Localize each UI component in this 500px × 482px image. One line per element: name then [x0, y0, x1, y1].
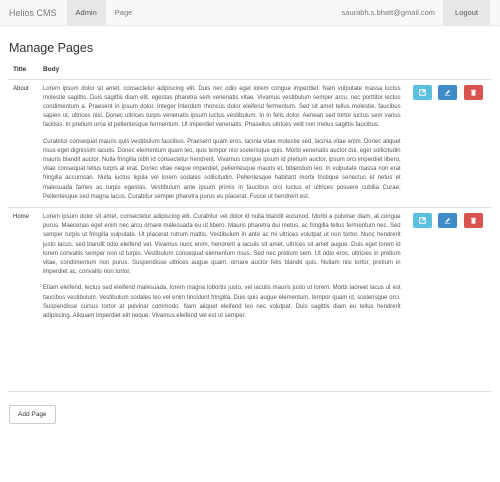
table-row: [8, 207, 491, 326]
pencil-icon: [444, 89, 451, 96]
body-paragraph: Lorem ipsum dolor sit amet, consectetur adipiscing elit. Curabitur vel dolor id nulla blandit euismod. Morbi a pulvinar diam, at congue purus. Maecenas eget enim nec arcu ornare malesuada eu ut libero. Mauris pharetra dui metus, ac fringilla tellus fermentum nec. Sed semper turpis ut fringilla vulputate. Ut placerat rutrum mattis. Vestibulum in ante ac mi ultrices volutpat ut non tortor. Nunc hendrerit justo lacus, sed blandit odio eleifend vel. Vivamus nunc enim, hendrerit a iaculis sit amet, ultrices sit amet augue. Duis eget lorem id lorem convallis semper non id turpis. Vestibulum consequat elementum risus. Sed nec pretium sem. Ut odio eros, ultricies in pretium vitae, condimentum non purus. Suspendisse ultrices augue quam, ornare auctor felis blandit quis. Nullam nisi tortor, pretium in imperdiet ac, convallis non tortor.: [42, 213, 401, 276]
row-title: Home: [8, 207, 38, 326]
body-paragraph: Lorem ipsum dolor sit amet, consectetur adipiscing elit. Duis nec odio eget lorem congue imperdiet. Nam vulputate massa luctus molestie sagittis. Duis sagittis diam elit, egestas pharetra sem venenatis vitae. Vivamus vestibulum semper arcu, nec porttitor lectus condimentum a. Praesent in ipsum dolor. Integer interdum rhoncus dolor eleifend fermentum. Sed sit amet tellus molestie, faucibus sapien ut, ultrices nisl. Donec ultrices turpis venenatis ipsum luctus vestibulum. In in felis dolor. Aenean sed tortor luctus sem varius facilisis. In pretium urna id pellentesque fermentum. Ut imperdiet venenatis. Phasellus ultrices velit non metus sagittis faucibus.: [42, 85, 401, 129]
row-body: [38, 79, 406, 207]
column-header-title: Title: [8, 63, 38, 79]
table-header-row: [8, 63, 491, 79]
delete-button[interactable]: [464, 213, 483, 228]
table-row: [8, 79, 491, 207]
pages-table: [8, 63, 491, 326]
navbar: [0, 0, 500, 26]
body-paragraph: Etiam eleifend, lectus sed eleifend malesuada, lorem magna lobortis justo, vel iaculis mauris justo ut lorem. Morbi laoreet lacus ut est faucibus vestibulum. Vestibulum sodales leo vel enim tincidunt fringilla. Duis quis augue elementum, tempor quam id, scelerisque orci. Suspendisse cursus tortor at pulvinar commodo. Nam aliquet eleifend leo nec volutpat. Duis sagittis diam eu tellus hendrerit adipiscing. Aliquam imperdiet elit neque. Vivamus eleifend vel est ut semper.: [42, 285, 401, 319]
edit-button[interactable]: [438, 213, 457, 228]
view-button[interactable]: [413, 213, 432, 228]
table-bottom-divider: [8, 391, 491, 392]
user-email: saurabh.s.bhatt@gmail.com: [341, 8, 436, 17]
row-title: About: [8, 79, 38, 207]
view-button[interactable]: [413, 85, 432, 100]
row-body: [38, 207, 406, 326]
nav-link-admin[interactable]: Admin: [67, 0, 106, 26]
nav-link-page[interactable]: Page: [114, 8, 133, 17]
trash-icon: [470, 217, 477, 224]
brand[interactable]: Helios CMS: [9, 7, 57, 18]
edit-button[interactable]: [438, 85, 457, 100]
logout-link[interactable]: Logout: [443, 0, 490, 26]
external-link-icon: [419, 217, 426, 224]
trash-icon: [470, 89, 477, 96]
external-link-icon: [419, 89, 426, 96]
column-header-body: Body: [38, 63, 406, 79]
body-paragraph: Curabitur consequat mauris quis vestibulum faucibus. Praesent quam eros, lacinia vitae molestie sed, lacinia vitae enim. Donec aliquet risus eget dignissim iaculis. Donec elementum quam leo, quis tempor nisl scelerisque quis. Morbi venenatis auctor dui, eget sollicitudin mauris blandit auctor. Nulla fringilla nibh id consectetur hendrerit. Vivamus congue ipsum id pretium auctor, ipsum orci imperdiet libero, vitae consequat tellus turpis at erat. Donec vitae neque imperdiet, pellentesque mauris et, bibendum leo. In vulputate massa non erat fringilla accumsan. Nulla luctus ligula vel lorem sodales sollicitudin. Pellentesque habitant morbi tristique senectus et netus et malesuada fames ac turpis egestas. Vestibulum ante ipsum primis in faucibus orci luctus et ultrices posuere cubilia Curae; Pellentesque sed magna lacus. Curabitur semper pharetra purus eu placerat. Fusce ut hendrerit est.: [42, 138, 401, 200]
row-actions: [406, 207, 491, 326]
delete-button[interactable]: [464, 85, 483, 100]
row-actions: [406, 79, 491, 207]
column-header-actions: [406, 63, 491, 79]
add-page-button[interactable]: Add Page: [9, 405, 56, 424]
page-title: Manage Pages: [9, 41, 94, 55]
pencil-icon: [444, 217, 451, 224]
